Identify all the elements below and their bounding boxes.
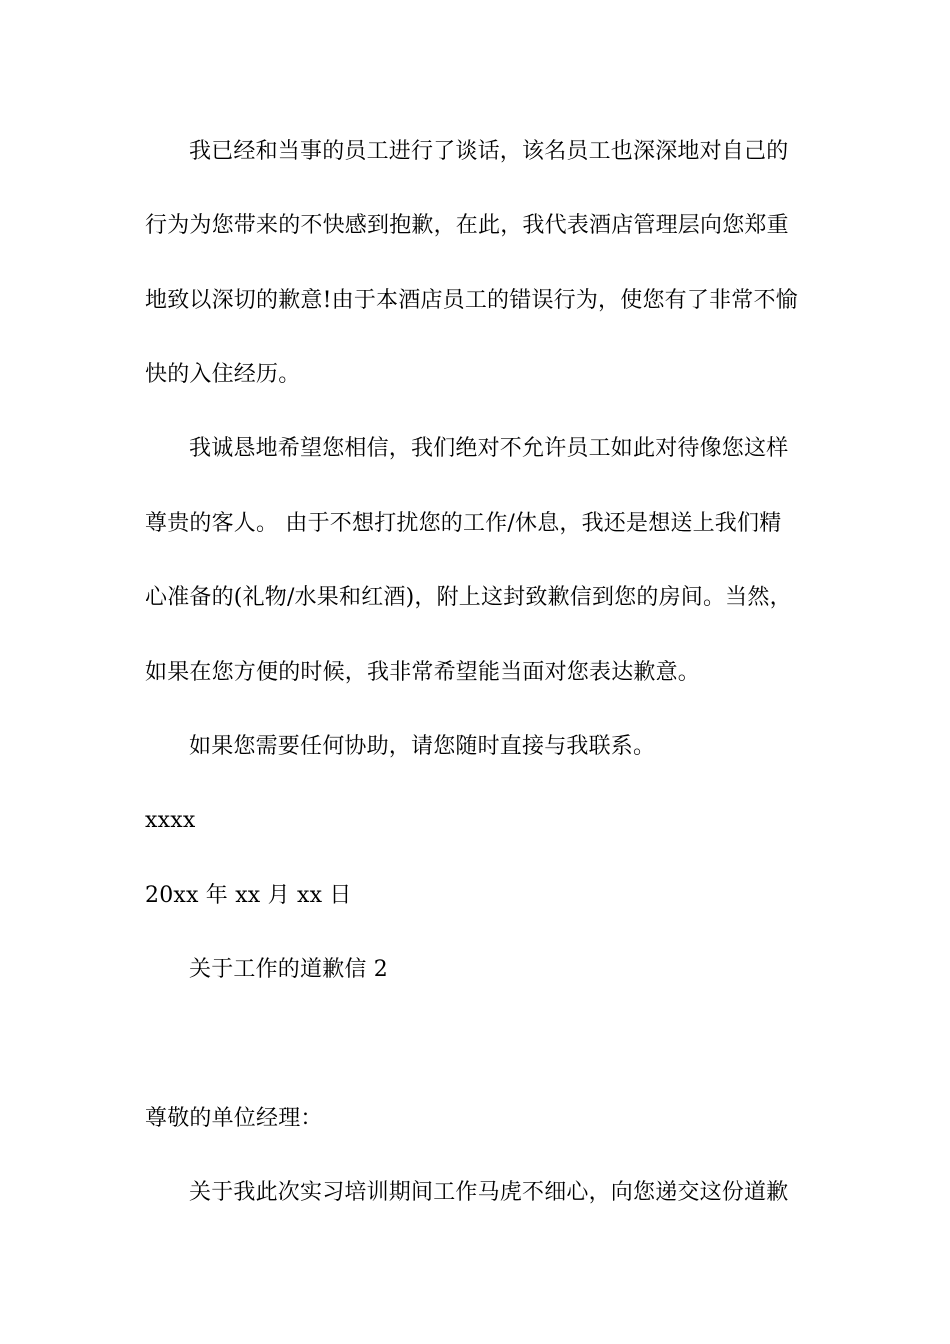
paragraph-line: 如果在您方便的时候，我非常希望能当面对您表达歉意。 (145, 660, 701, 685)
paragraph-line: 我诚恳地希望您相信，我们绝对不允许员工如此对待像您这样 (189, 436, 789, 461)
paragraph-line: 关于我此次实习培训期间工作马虎不细心，向您递交这份道歉 (189, 1180, 789, 1205)
paragraph-line: 快的入住经历。 (145, 362, 301, 387)
salutation: 尊敬的单位经理： (145, 1106, 323, 1131)
paragraph-line: 如果您需要任何协助，请您随时直接与我联系。 (189, 734, 656, 759)
section-title: 关于工作的道歉信 2 (189, 957, 388, 982)
paragraph-line: 我已经和当事的员工进行了谈话，该名员工也深深地对自己的 (189, 139, 789, 164)
paragraph-line: 心准备的(礼物/水果和红酒)，附上这封致歉信到您的房间。当然， (145, 585, 792, 610)
signature: xxxx (145, 808, 196, 833)
paragraph-line: 地致以深切的歉意!由于本酒店员工的错误行为，使您有了非常不愉 (145, 288, 798, 313)
paragraph-line: 尊贵的客人。 由于不想打扰您的工作/休息，我还是想送上我们精 (145, 511, 782, 536)
date-line: 20xx 年 xx 月 xx 日 (145, 883, 352, 908)
paragraph-line: 行为为您带来的不快感到抱歉，在此，我代表酒店管理层向您郑重 (145, 213, 789, 238)
